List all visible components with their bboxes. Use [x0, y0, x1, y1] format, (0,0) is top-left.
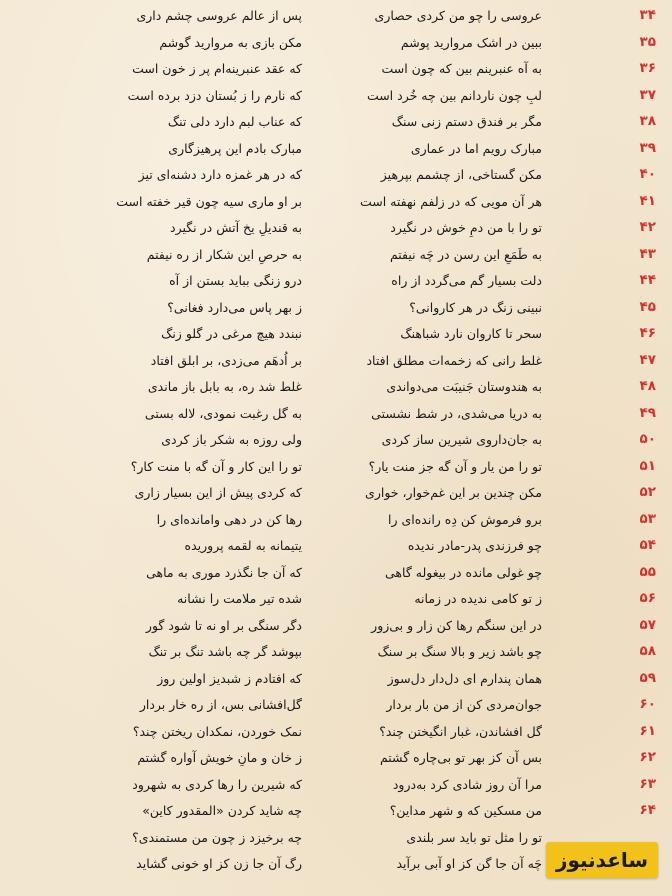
verse-number: ۶۴	[639, 802, 656, 818]
second-hemistich: مبارک بادم این پرهیزگاری	[168, 140, 302, 156]
verse-number: ۵۳	[639, 510, 656, 527]
second-hemistich: دگر سنگی بر او نه تا شود گور	[145, 617, 302, 633]
second-hemistich: که نارم را ز بُستان دزد برده است	[127, 87, 302, 103]
second-hemistich: ولی روزه به شکر باز کردی	[161, 432, 302, 447]
verse-number: ۳۴	[639, 7, 656, 23]
first-hemistich: همان پندارم ای دل‌دار دل‌سوز	[387, 670, 542, 686]
second-hemistich: پس از عالم عروسی چشم داری	[136, 8, 302, 23]
verse-row	[0, 402, 672, 429]
second-hemistich: شده تیر ملامت را نشانه	[177, 591, 302, 606]
second-hemistich: که شیرین را رها کردی به شهرود	[132, 776, 302, 792]
first-hemistich: مرا آن روز شادی کرد به‌درود	[392, 776, 542, 792]
second-hemistich: رگ آن جا زن کز او خونی گشاید	[136, 856, 302, 871]
verse-row	[0, 349, 672, 376]
verse-row	[0, 534, 672, 561]
second-hemistich: نبندد هیچ مرغی در گلو زنگ	[161, 326, 302, 341]
verse-row	[0, 216, 672, 243]
first-hemistich: نبینی زنگ در هر کاروانی؟	[409, 299, 542, 315]
verse-row	[0, 4, 672, 31]
verse-number: ۵۶	[639, 590, 656, 606]
verse-number: ۵۰	[639, 431, 656, 447]
verse-number: ۶۰	[639, 696, 656, 712]
second-hemistich: چه برخیزد ز چون من مستمندی؟	[132, 829, 302, 845]
second-hemistich: غلط شد ره، به بابل باز ماندی	[147, 379, 302, 394]
first-hemistich: بس آن کز بهر تو بی‌چاره گشتم	[379, 750, 542, 765]
saatnews-logo	[546, 842, 658, 878]
verse-number: ۳۹	[639, 139, 656, 156]
verse-number: ۳۶	[639, 60, 656, 76]
first-hemistich: عروسی را چو من کردی حصاری	[374, 8, 542, 23]
verse-number: ۶۱	[639, 722, 656, 739]
first-hemistich: تو را با من دمِ خوش در نگیرد	[390, 220, 542, 235]
second-hemistich: که عناب لبم دارد دلی تنگ	[167, 114, 302, 129]
first-hemistich: به هندوستان جَنیبَت می‌دواندی	[386, 379, 542, 394]
first-hemistich: به دریا می‌شدی، در شط نشستی	[371, 405, 542, 421]
second-hemistich: به گل رغبت نمودی، لاله بستی	[144, 405, 302, 421]
verse-number: ۶۳	[639, 775, 656, 792]
first-hemistich: من مسکین که و شهر مداین؟	[389, 803, 542, 818]
verse-row	[0, 614, 672, 641]
second-hemistich: درو زنگی بباید بستن از آه	[169, 273, 302, 288]
verse-number: ۵۴	[639, 537, 656, 553]
verse-row	[0, 746, 672, 773]
verse-number: ۳۵	[639, 33, 656, 50]
first-hemistich: برو فرموش کن دِه رانده‌ای را	[387, 511, 542, 527]
verse-row	[0, 561, 672, 588]
verse-number: ۴۰	[639, 166, 656, 182]
first-hemistich: چو باشد زیر و بالا سنگ بر سنگ	[377, 644, 542, 659]
first-hemistich: گل افشاندن، غبار انگیختن چند؟	[379, 723, 542, 739]
verse-number: ۵۵	[639, 563, 656, 580]
verse-row	[0, 243, 672, 270]
verse-number: ۴۱	[639, 192, 656, 209]
second-hemistich: به حرصِ این شکار از ره نیفتم	[146, 246, 302, 262]
verse-number: ۵۲	[639, 484, 656, 500]
first-hemistich: تو را من یار و آن گه جز منت یار؟	[368, 458, 542, 474]
second-hemistich: بر او ماری سیه چون قیر خفته است	[116, 193, 302, 209]
first-hemistich: جوان‌مردی کن از من بار بردار	[386, 697, 542, 712]
first-hemistich: در این سنگم رها کن زار و بی‌زور	[371, 617, 542, 633]
second-hemistich: یتیمانه به لقمه پروریده	[184, 538, 302, 553]
second-hemistich: بر اُدهَم می‌زدی، بر ابلق افتاد	[150, 352, 302, 368]
second-hemistich: بپوشد گر چه باشد تنگ بر تنگ	[148, 644, 302, 659]
verse-row	[0, 190, 672, 217]
second-hemistich: تو را این کار و آن گه با منت کار؟	[130, 458, 302, 474]
verse-row	[0, 296, 672, 323]
first-hemistich: تو را مثل تو باید سر بلندی	[406, 829, 542, 845]
first-hemistich: سحر تا کاروان نارد شباهنگ	[400, 326, 542, 341]
verse-number: ۴۷	[639, 351, 656, 368]
first-hemistich: ببین در اشک مروارید پوشم	[400, 34, 542, 50]
verse-row	[0, 428, 672, 455]
second-hemistich: رها کن در دهی وامانده‌ای را	[156, 511, 302, 527]
first-hemistich: مکن چندین بر این غم‌خوار، خواری	[365, 485, 542, 500]
first-hemistich: مکن گستاخی، از چشمم بپرهیز	[380, 167, 542, 182]
second-hemistich: ز خان و مانِ خویش آواره گشتم	[137, 750, 302, 765]
verse-number: ۴۶	[639, 325, 656, 341]
first-hemistich: ز تو کامی ندیده در زمانه	[414, 591, 542, 606]
second-hemistich: گل‌افشانی بس، از ره خار بردار	[139, 697, 302, 712]
second-hemistich: مکن بازی به مروارید گوشم	[159, 34, 302, 50]
first-hemistich: هر آن مویی که در زلفم نهفته است	[359, 193, 542, 209]
verse-number: ۴۸	[639, 378, 656, 394]
verse-row	[0, 137, 672, 164]
verse-row	[0, 799, 672, 826]
verse-number: ۳۷	[639, 86, 656, 103]
first-hemistich: چَه آن جا گن کز او آبی برآید	[396, 856, 542, 871]
verse-row	[0, 110, 672, 137]
verse-row	[0, 31, 672, 58]
verse-number: ۴۲	[639, 219, 656, 235]
verse-row	[0, 163, 672, 190]
verse-row	[0, 57, 672, 84]
first-hemistich: مبارک رویم اما در عماری	[410, 140, 542, 156]
second-hemistich: نمک خوردن، نمکدان ریختن چند؟	[132, 723, 302, 739]
logo-text: ساعدنیوز	[555, 848, 649, 872]
first-hemistich: دلت بسیار گم می‌گردد از راه	[391, 273, 542, 288]
verse-row	[0, 269, 672, 296]
second-hemistich: که در هر غمزه دارد دشنه‌ای تیز	[138, 167, 302, 182]
verse-number: ۴۵	[639, 298, 656, 315]
verse-row	[0, 587, 672, 614]
verse-row	[0, 322, 672, 349]
first-hemistich: به طَمَعِ این رسن در چَه نیفتم	[389, 246, 542, 262]
second-hemistich: که افتادم ز شبدیز اولین روز	[157, 670, 302, 686]
verse-number: ۵۱	[639, 457, 656, 474]
second-hemistich: به قندیلِ یخ آتش در نگیرد	[170, 220, 302, 235]
second-hemistich: که آن جا نگذرد موری به ماهی	[146, 564, 302, 580]
verse-row	[0, 720, 672, 747]
first-hemistich: به جان‌داروی شیرین ساز کردی	[381, 432, 542, 447]
first-hemistich: به آه عنبرینم بین که چون است	[381, 61, 542, 76]
first-hemistich: غلط رانی که زخمه‌ات مطلق افتاد	[366, 352, 542, 368]
verse-number: ۴۴	[639, 272, 656, 288]
verse-row	[0, 693, 672, 720]
first-hemistich: چو فرزندی پدر-مادر ندیده	[407, 538, 542, 553]
verse-number: ۶۲	[639, 749, 656, 765]
verse-number: ۵۷	[639, 616, 656, 633]
verse-number: ۵۹	[639, 669, 656, 686]
verse-number: ۳۸	[639, 113, 656, 129]
verse-list	[0, 4, 672, 879]
verse-number: ۵۸	[639, 643, 656, 659]
verse-row	[0, 508, 672, 535]
second-hemistich: ز بهر پاس می‌دارد فغانی؟	[167, 299, 302, 315]
first-hemistich: مگر بر فندق دستم زنی سنگ	[391, 114, 542, 129]
verse-row	[0, 481, 672, 508]
first-hemistich: چو غولی مانده در بیغوله گاهی	[385, 564, 542, 580]
verse-row	[0, 84, 672, 111]
verse-number: ۴۹	[639, 404, 656, 421]
second-hemistich: که کردی پیش از این بسیار زاری	[134, 485, 302, 500]
first-hemistich: لبِ چون ناردانم بین چه خُرد است	[366, 87, 542, 103]
verse-row	[0, 375, 672, 402]
verse-number: ۴۳	[639, 245, 656, 262]
verse-row	[0, 455, 672, 482]
verse-row	[0, 640, 672, 667]
second-hemistich: چه شاید کردن «المقدور کاین»	[142, 803, 302, 818]
verse-row	[0, 773, 672, 800]
verse-row	[0, 667, 672, 694]
second-hemistich: که عقد عنبرینه‌ام پر ز خون است	[132, 61, 302, 76]
